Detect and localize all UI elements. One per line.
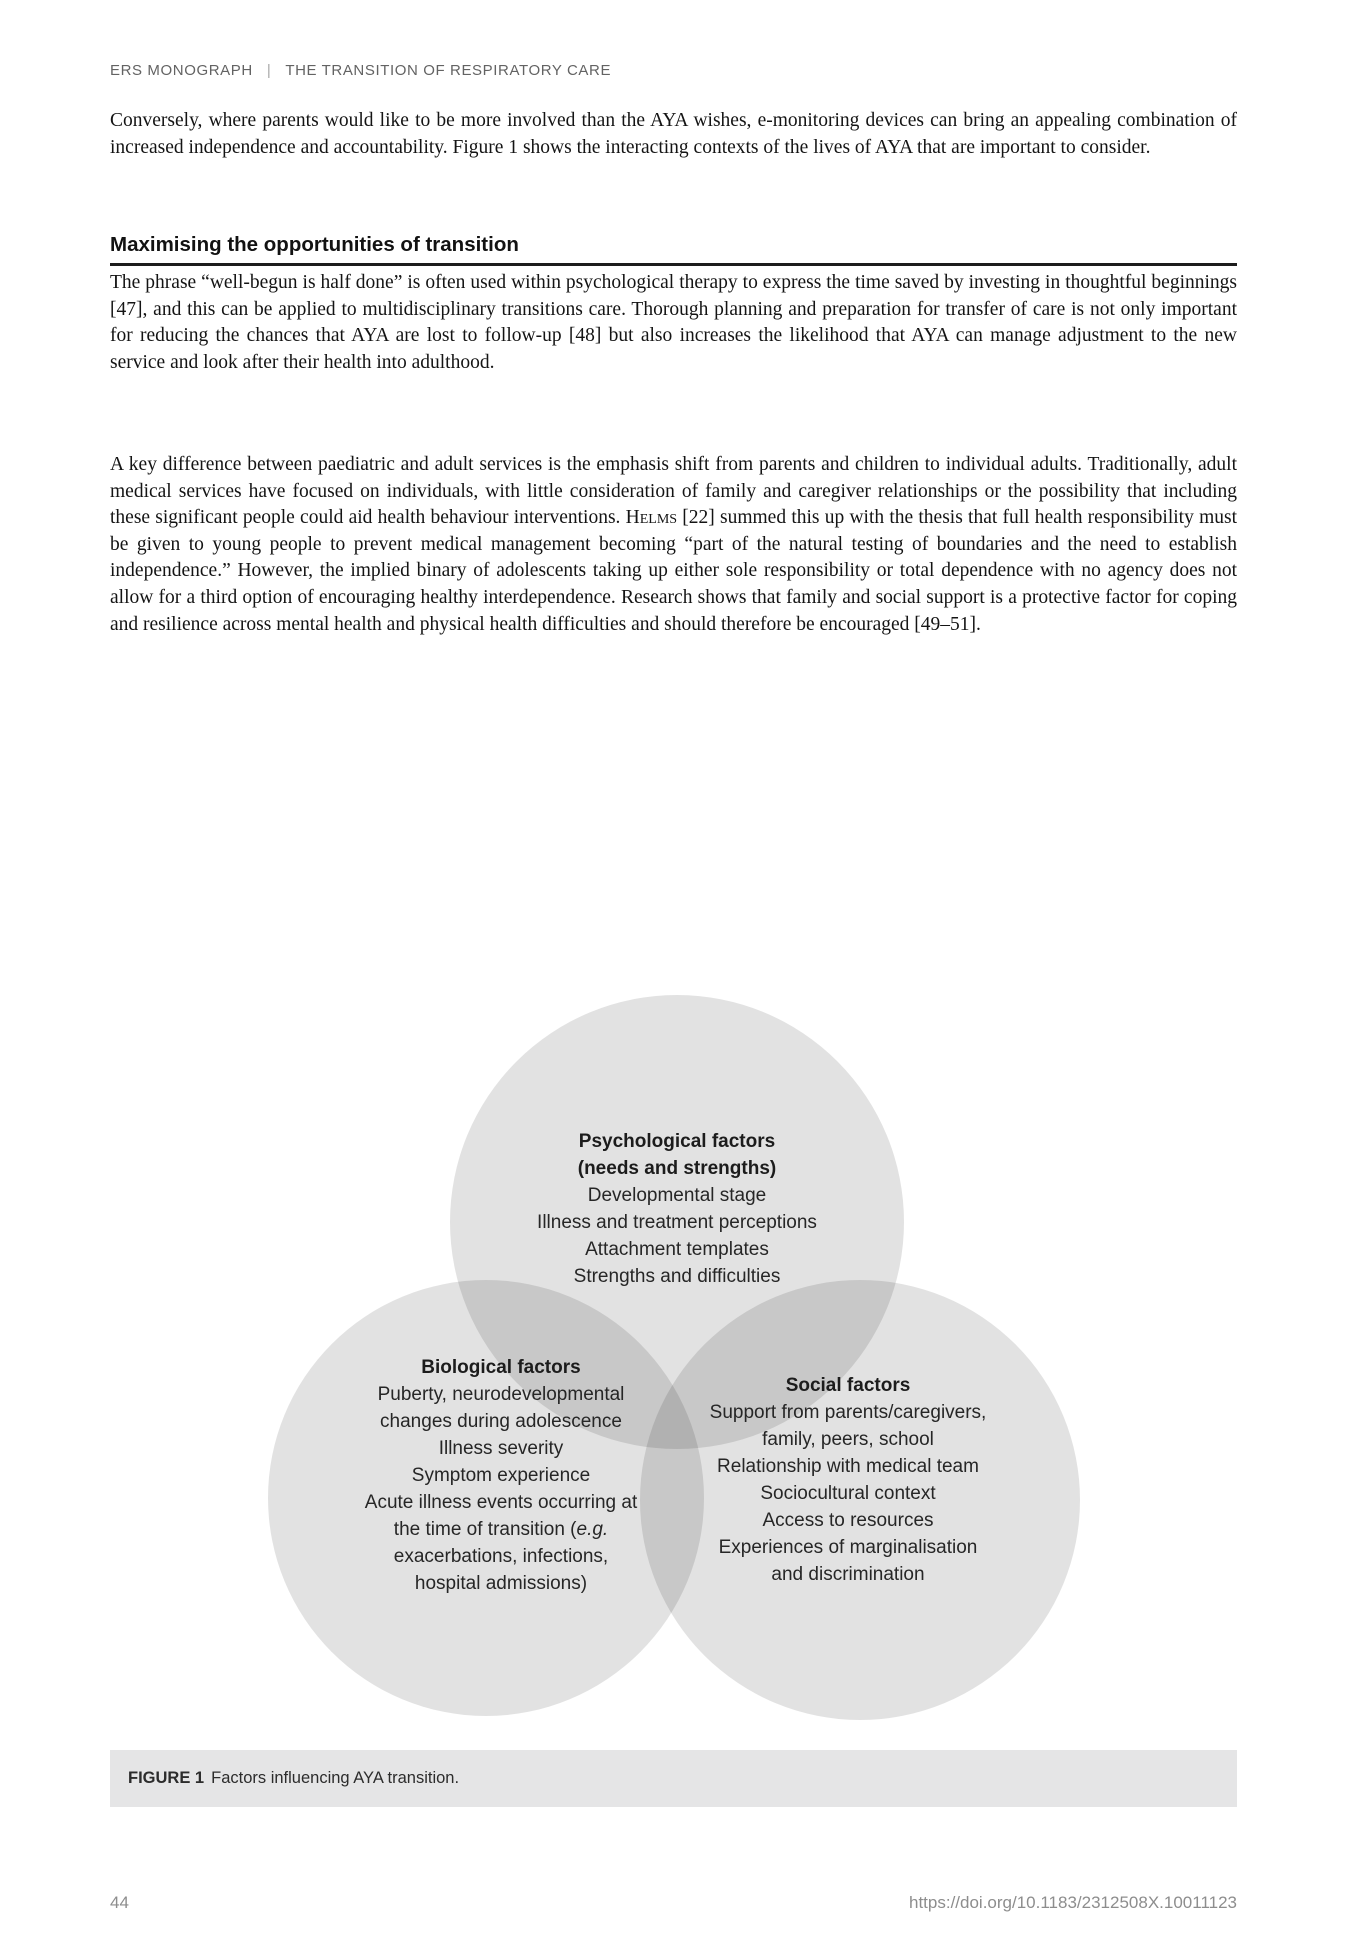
venn-subtitle-psychological: (needs and strengths) <box>577 1158 777 1179</box>
venn-item: Relationship with medical team <box>717 1456 979 1477</box>
doi-link[interactable]: https://doi.org/10.1183/2312508X.10011123 <box>909 1893 1237 1912</box>
paragraph-intro: Conversely, where parents would like to be more involved than the AYA wishes, e-monitoring devices can bring an appealing combination of increased independence and accountability. Figure 1 shows the interacting contexts of the lives of AYA that are important to consider. <box>110 110 1237 158</box>
venn-item: Strengths and difficulties <box>573 1266 781 1287</box>
venn-item-eg-italic: e.g. <box>576 1519 609 1540</box>
section-heading: Maximising the opportunities of transition <box>110 233 1237 266</box>
page-footer <box>110 1893 1237 1913</box>
venn-label-psychological <box>457 1128 897 1290</box>
venn-item <box>341 1516 661 1543</box>
venn-item: Illness and treatment perceptions <box>537 1212 817 1233</box>
venn-title-biological: Biological factors <box>421 1357 581 1378</box>
running-head-separator: | <box>266 62 272 79</box>
running-head-chapter-title: THE TRANSITION OF RESPIRATORY CARE <box>285 62 612 79</box>
venn-item: Puberty, neurodevelopmental <box>377 1384 625 1405</box>
figure-caption <box>110 1750 1237 1807</box>
venn-diagram-figure <box>110 990 1237 1720</box>
venn-item: changes during adolescence <box>380 1411 622 1432</box>
venn-title-social: Social factors <box>785 1375 911 1396</box>
venn-item: and discrimination <box>771 1564 925 1585</box>
venn-item: hospital admissions) <box>414 1573 588 1594</box>
paragraph-key-difference-part2: [22] summed this up with the thesis that full health responsibility must be given to young people to prevent medical management becoming “part of the natural testing of boundaries and the need to establish independence.” However, the implied binary of adolescents taking up either sole responsibility or total dependence with no agency does not allow for a third option of encouraging healthy interdependence. Research shows that family and social support is a protective factor for coping and resilience across mental health and physical health difficulties and should therefore be encouraged [49–51]. <box>110 507 1238 635</box>
paragraph-key-difference-part1: A key difference between paediatric and adult services is the emphasis shift from parents and children to individual adults. Traditionally, adult medical services have focused on individuals, with little consideration of family and caregiver relationships or the possibility that including these significant people could aid health behaviour interventions. <box>110 454 1237 529</box>
venn-label-social <box>678 1372 1018 1588</box>
venn-item: Developmental stage <box>587 1185 767 1206</box>
venn-label-biological <box>341 1354 661 1597</box>
citation-author-helms: Helms <box>625 507 678 529</box>
venn-title-psychological: Psychological factors <box>578 1131 776 1152</box>
figure-caption-label: FIGURE 1 <box>128 1769 205 1787</box>
paragraph-key-difference <box>110 452 1237 638</box>
running-head-monograph: ERS MONOGRAPH <box>110 62 253 79</box>
venn-item-text: the time of transition ( <box>393 1519 577 1540</box>
venn-item: Illness severity <box>438 1438 564 1459</box>
venn-item: Access to resources <box>762 1510 934 1531</box>
running-head <box>110 62 1237 79</box>
paragraph-well-begun: The phrase “well-begun is half done” is often used within psychological therapy to express the time saved by investing in thoughtful beginnings [47], and this can be applied to multidisciplinary transitions care. Thorough planning and preparation for transfer of care is not only important for reducing the chances that AYA are lost to follow-up [48] but also increases the likelihood that AYA can manage adjustment to the new service and look after their health into adulthood. <box>110 272 1237 373</box>
page-number: 44 <box>110 1893 129 1912</box>
venn-item: Support from parents/caregivers, <box>709 1402 987 1423</box>
venn-item: Experiences of marginalisation <box>718 1537 978 1558</box>
venn-item: family, peers, school <box>762 1429 934 1450</box>
venn-item: Symptom experience <box>411 1465 591 1486</box>
venn-item: Sociocultural context <box>760 1483 936 1504</box>
venn-item: Attachment templates <box>585 1239 769 1260</box>
venn-item: Acute illness events occurring at <box>364 1492 638 1513</box>
venn-item: exacerbations, infections, <box>393 1546 609 1567</box>
figure-caption-text: Factors influencing AYA transition. <box>211 1769 460 1787</box>
